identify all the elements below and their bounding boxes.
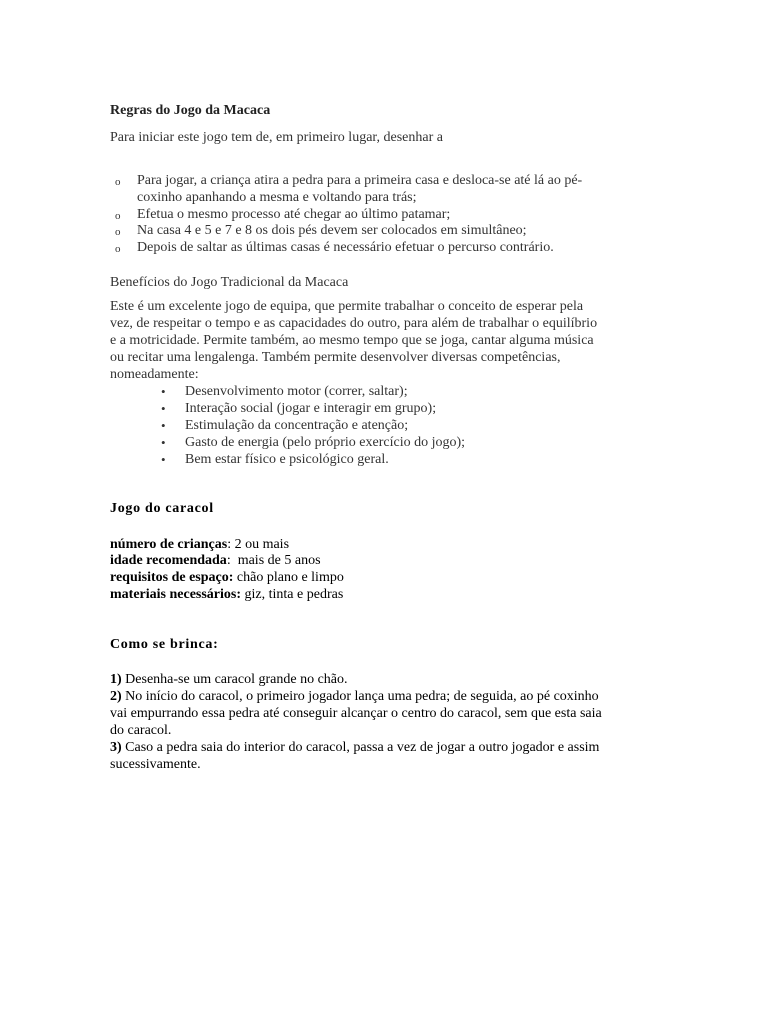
step-line bbox=[110, 740, 599, 756]
rule-item-continuation: coxinho apanhando a mesma e voltando para trás; bbox=[137, 190, 417, 205]
benefit-item: Gasto de energia (pelo próprio exercício do jogo); bbox=[185, 435, 466, 450]
list-bullet: o bbox=[115, 226, 121, 238]
list-bullet: • bbox=[161, 384, 166, 399]
benefit-item: Estimulação da concentração e atenção; bbox=[185, 418, 409, 433]
rule-item: Na casa 4 e 5 e 7 e 8 os dois pés devem ser colocados em simultâneo; bbox=[137, 223, 527, 238]
section-title-beneficios: Benefícios do Jogo Tradicional da Macaca bbox=[110, 275, 349, 290]
step-number: 2) bbox=[110, 689, 122, 704]
rule-item: Efetua o mesmo processo até chegar ao último patamar; bbox=[137, 207, 451, 222]
step-number: 1) bbox=[110, 672, 122, 687]
intro-text: Para iniciar este jogo tem de, em primeiro lugar, desenhar a bbox=[110, 130, 443, 145]
detail-row bbox=[110, 553, 321, 569]
rule-item: Para jogar, a criança atira a pedra para a primeira casa e desloca-se até lá ao pé- bbox=[137, 173, 583, 188]
step-text: Caso a pedra saia do interior do caracol, passa a vez de jogar a outro jogador e assim bbox=[121, 740, 600, 755]
detail-label: requisitos de espaço: bbox=[110, 570, 234, 585]
paragraph-line: Este é um excelente jogo de equipa, que permite trabalhar o conceito de esperar pela bbox=[110, 299, 584, 314]
step-text: Desenha-se um caracol grande no chão. bbox=[121, 672, 348, 687]
paragraph-line: vez, de respeitar o tempo e as capacidades do outro, para além de trabalhar o equilíbrio bbox=[110, 316, 598, 331]
section-title-caracol: Jogo do caracol bbox=[110, 501, 214, 516]
step-line bbox=[110, 689, 599, 705]
detail-value: chão plano e limpo bbox=[233, 570, 344, 585]
rule-item: Depois de saltar as últimas casas é necessário efetuar o percurso contrário. bbox=[137, 240, 554, 255]
section-title-regras: Regras do Jogo da Macaca bbox=[110, 103, 271, 118]
step-line-continuation: do caracol. bbox=[110, 723, 172, 738]
step-line bbox=[110, 672, 348, 688]
detail-row bbox=[110, 587, 343, 603]
paragraph-line: ou recitar uma lengalenga. Também permite desenvolver diversas competências, bbox=[110, 350, 561, 365]
benefit-item: Bem estar físico e psicológico geral. bbox=[185, 452, 389, 467]
detail-label: número de crianças bbox=[110, 537, 228, 552]
detail-value: giz, tinta e pedras bbox=[241, 587, 344, 602]
benefit-item: Desenvolvimento motor (correr, saltar); bbox=[185, 384, 408, 399]
section-title-como-se-brinca: Como se brinca: bbox=[110, 637, 219, 652]
list-bullet: • bbox=[161, 418, 166, 433]
benefit-item: Interação social (jogar e interagir em grupo); bbox=[185, 401, 437, 416]
list-bullet: • bbox=[161, 452, 166, 467]
paragraph-line: nomeadamente: bbox=[110, 367, 199, 382]
detail-separator: : bbox=[227, 537, 232, 552]
step-text: No início do caracol, o primeiro jogador lança uma pedra; de seguida, ao pé coxinho bbox=[121, 689, 599, 704]
list-bullet: o bbox=[115, 176, 121, 188]
list-bullet: o bbox=[115, 210, 121, 222]
detail-row bbox=[110, 570, 344, 586]
list-bullet: o bbox=[115, 243, 121, 255]
detail-value: 2 ou mais bbox=[231, 537, 290, 552]
paragraph-line: e a motricidade. Permite também, ao mesmo tempo que se joga, cantar alguma música bbox=[110, 333, 594, 348]
step-number: 3) bbox=[110, 740, 122, 755]
detail-value: mais de 5 anos bbox=[230, 553, 321, 568]
detail-label: materiais necessários: bbox=[110, 587, 242, 602]
list-bullet: • bbox=[161, 401, 166, 416]
detail-label: idade recomendada bbox=[110, 553, 227, 568]
detail-separator: : bbox=[226, 553, 231, 568]
step-line-continuation: vai empurrando essa pedra até conseguir alcançar o centro do caracol, sem que esta saia bbox=[110, 706, 602, 721]
list-bullet: • bbox=[161, 435, 166, 450]
detail-row bbox=[110, 537, 289, 553]
step-line-continuation: sucessivamente. bbox=[110, 757, 201, 772]
